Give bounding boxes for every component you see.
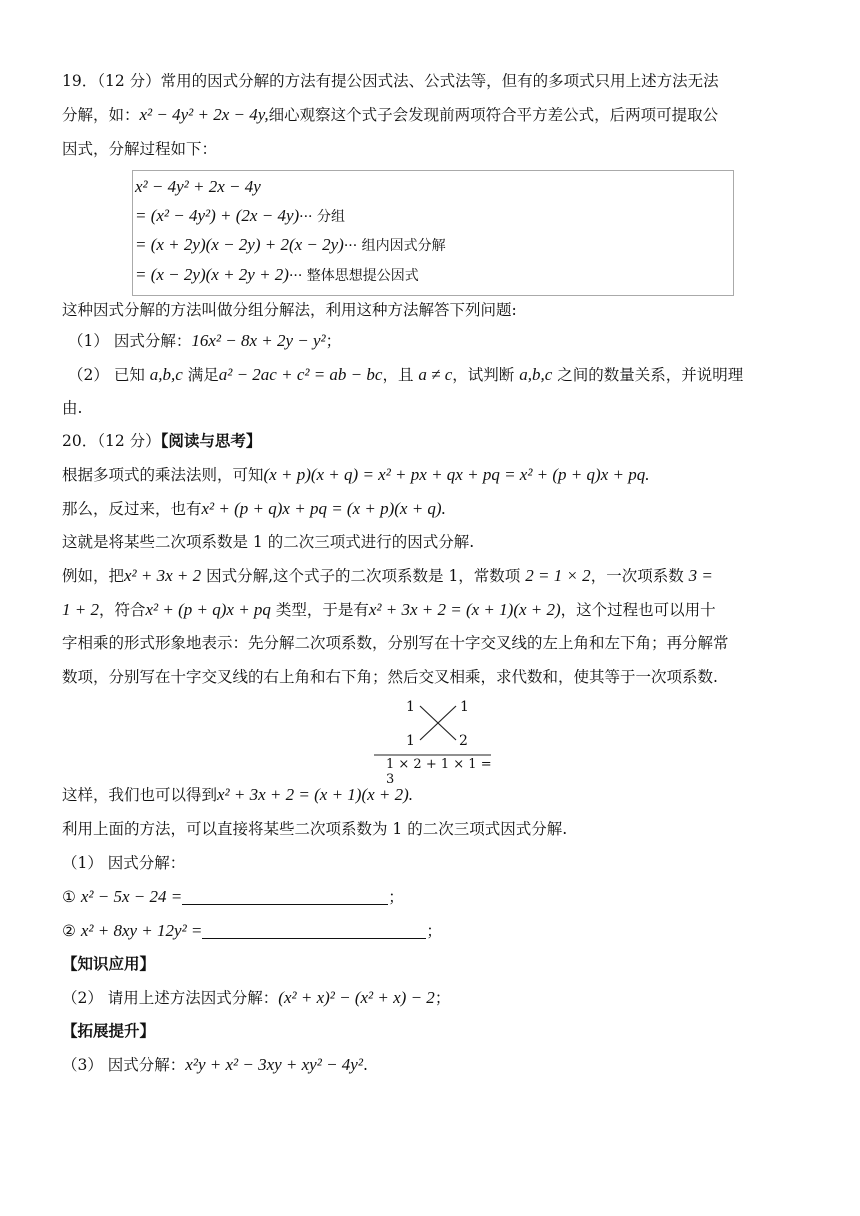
q20-item1 xyxy=(62,886,404,908)
item-mark: ② xyxy=(62,922,76,940)
text: ，一次项系数 xyxy=(590,567,689,585)
text: 因式分解,这个式子的二次项系数是 1，常数项 xyxy=(201,567,526,585)
item-mark: ① xyxy=(62,888,76,906)
q19-steps-box xyxy=(132,170,734,296)
cross-sum: 1 × 2 + 1 × 1 = 3 xyxy=(386,757,492,787)
q20-note: 这就是将某些二次项系数是 1 的二次三项式进行的因式分解. xyxy=(62,533,475,551)
item-end: ； xyxy=(388,888,404,906)
text: 类型，于是有 xyxy=(270,601,369,619)
part3-expr: x²y + x² − 3xy + xy² − 4y² xyxy=(185,1055,363,1074)
q20-example-line1 xyxy=(62,565,713,587)
step-expr: x² − 4y² + 2x − 4y xyxy=(135,177,261,196)
item-expr: x² + 8xy + 12y² = xyxy=(80,921,203,940)
q19-number: 19． xyxy=(62,72,98,90)
item-end: ； xyxy=(426,922,442,940)
step-note: ··· 整体思想提公因式 xyxy=(288,268,419,284)
step-expr: = (x + 2y)(x − 2y) + 2(x − 2y) xyxy=(135,235,344,254)
q20-number: 20． xyxy=(62,432,98,450)
cross-multiplication-diagram xyxy=(370,698,495,787)
result-expr: x² + 3x + 2 = (x + 1)(x + 2) xyxy=(368,600,561,619)
rule-expr: (x + p)(x + q) = x² + px + qx + pq = x² + (p + q)x + pq. xyxy=(263,465,650,484)
q20-extend-title: 【拓展提升】 xyxy=(62,1021,156,1040)
step-expr: = (x − 2y)(x + 2y + 2) xyxy=(135,265,289,284)
reverse-expr: x² + (p + q)x + pq = (x + p)(x + q). xyxy=(201,499,446,518)
q19-intro1: 常用的因式分解的方法有提公因式法、公式法等，但有的多项式只用上述方法无法 xyxy=(160,72,719,90)
item-expr: x² − 5x − 24 = xyxy=(80,887,183,906)
text: 这样，我们也可以得到 xyxy=(62,786,218,804)
q20-score: （12 分） xyxy=(97,432,161,450)
q19-line3: 因式，分解过程如下： xyxy=(62,140,218,158)
text: ，且 xyxy=(382,366,419,384)
q19-method-text: 这种因式分解的方法叫做分组分解法，利用这种方法解答下列问题: xyxy=(62,301,517,319)
text: ； xyxy=(434,989,451,1007)
text: 之间的数量关系，并说明理 xyxy=(552,366,744,384)
q20-example-line2 xyxy=(62,599,716,621)
q19-line2 xyxy=(62,104,718,126)
q20-then xyxy=(62,784,413,806)
text: 满足 xyxy=(182,366,219,384)
answer-blank-1[interactable] xyxy=(182,888,388,905)
part-text: 因式分解： xyxy=(113,332,192,350)
q19-part1 xyxy=(68,330,341,352)
const-decomp: 2 = 1 × 2 xyxy=(525,566,591,585)
text: 已知 xyxy=(113,366,150,384)
q20-example-line4: 数项，分别写在十字交叉线的右上角和右下角；然后交叉相乘，求代数和，使其等于一次项系数. xyxy=(62,668,718,686)
text: ，这个过程也可以用十 xyxy=(560,601,716,619)
then-expr: x² + 3x + 2 = (x + 1)(x + 2). xyxy=(217,785,414,804)
q19-score: （12 分） xyxy=(97,72,161,90)
q20-example-line3: 字相乘的形式形象地表示：先分解二次项系数，分别写在十字交叉线的左上角和左下角；再分解常 xyxy=(62,634,729,652)
step-expr: = (x² − 4y²) + (2x − 4y) xyxy=(135,206,300,225)
part-label: （1） xyxy=(68,332,109,350)
q20-part3 xyxy=(62,1054,368,1076)
step-note: ··· 分组 xyxy=(299,209,345,225)
vars: a,b,c xyxy=(149,365,183,384)
type-expr: x² + (p + q)x + pq xyxy=(145,600,271,619)
text: 例如，把 xyxy=(62,567,125,585)
q19-step-1 xyxy=(135,177,261,197)
q19-example-poly: x² − 4y² + 2x − 4y, xyxy=(139,105,269,124)
part-expr: 16x² − 8x + 2y − y² xyxy=(191,331,326,350)
text: . xyxy=(362,1056,368,1074)
q20-reverse xyxy=(62,498,446,520)
text: 根据多项式的乘法法则，可知 xyxy=(62,466,264,484)
q20-part1: （1） 因式分解： xyxy=(62,854,186,872)
text: ，试判断 xyxy=(452,366,520,384)
q20-rule xyxy=(62,464,649,486)
q20-use-text: 利用上面的方法，可以直接将某些二次项系数为 1 的二次三项式因式分解. xyxy=(62,820,568,838)
inequality: a ≠ c xyxy=(418,365,453,384)
q19-step-3 xyxy=(135,235,446,256)
text: ，符合 xyxy=(98,601,146,619)
q20-apply-title: 【知识应用】 xyxy=(62,954,156,973)
q20-section-title: 【阅读与思考】 xyxy=(160,431,262,450)
q20-item2 xyxy=(62,920,442,942)
cross-top-right: 1 xyxy=(460,699,469,715)
q19-line1 xyxy=(62,70,719,92)
part-end: ； xyxy=(325,332,342,350)
cross-top-left: 1 xyxy=(406,699,415,715)
part2-expr: (x² + x)² − (x² + x) − 2 xyxy=(278,988,435,1007)
example-poly: x² + 3x + 2 xyxy=(124,566,202,585)
q19-step-2 xyxy=(135,206,345,227)
cross-bottom-right: 2 xyxy=(459,733,468,749)
part-label: （2） xyxy=(68,366,109,384)
cross-bottom-left: 1 xyxy=(406,733,415,749)
q19-step-4 xyxy=(135,265,419,286)
sum-expr: 1 + 2 xyxy=(62,600,99,619)
q20-part2 xyxy=(62,987,450,1009)
linear-coef: 3 = xyxy=(688,566,713,585)
q19-intro2b: 细心观察这个式子会发现前两项符合平方差公式，后两项可提取公 xyxy=(268,106,719,124)
text: 那么，反过来，也有 xyxy=(62,500,202,518)
q19-part2-cont: 由. xyxy=(62,399,83,417)
step-note: ··· 组内因式分解 xyxy=(343,238,446,254)
q20-header xyxy=(62,430,261,452)
text: （3） 因式分解： xyxy=(62,1056,186,1074)
answer-blank-2[interactable] xyxy=(202,922,426,939)
q19-intro2a: 分解，如： xyxy=(62,106,140,124)
text: （2） 请用上述方法因式分解： xyxy=(62,989,279,1007)
condition-expr: a² − 2ac + c² = ab − bc xyxy=(218,365,383,384)
vars: a,b,c xyxy=(519,365,553,384)
q19-part2 xyxy=(68,364,743,386)
